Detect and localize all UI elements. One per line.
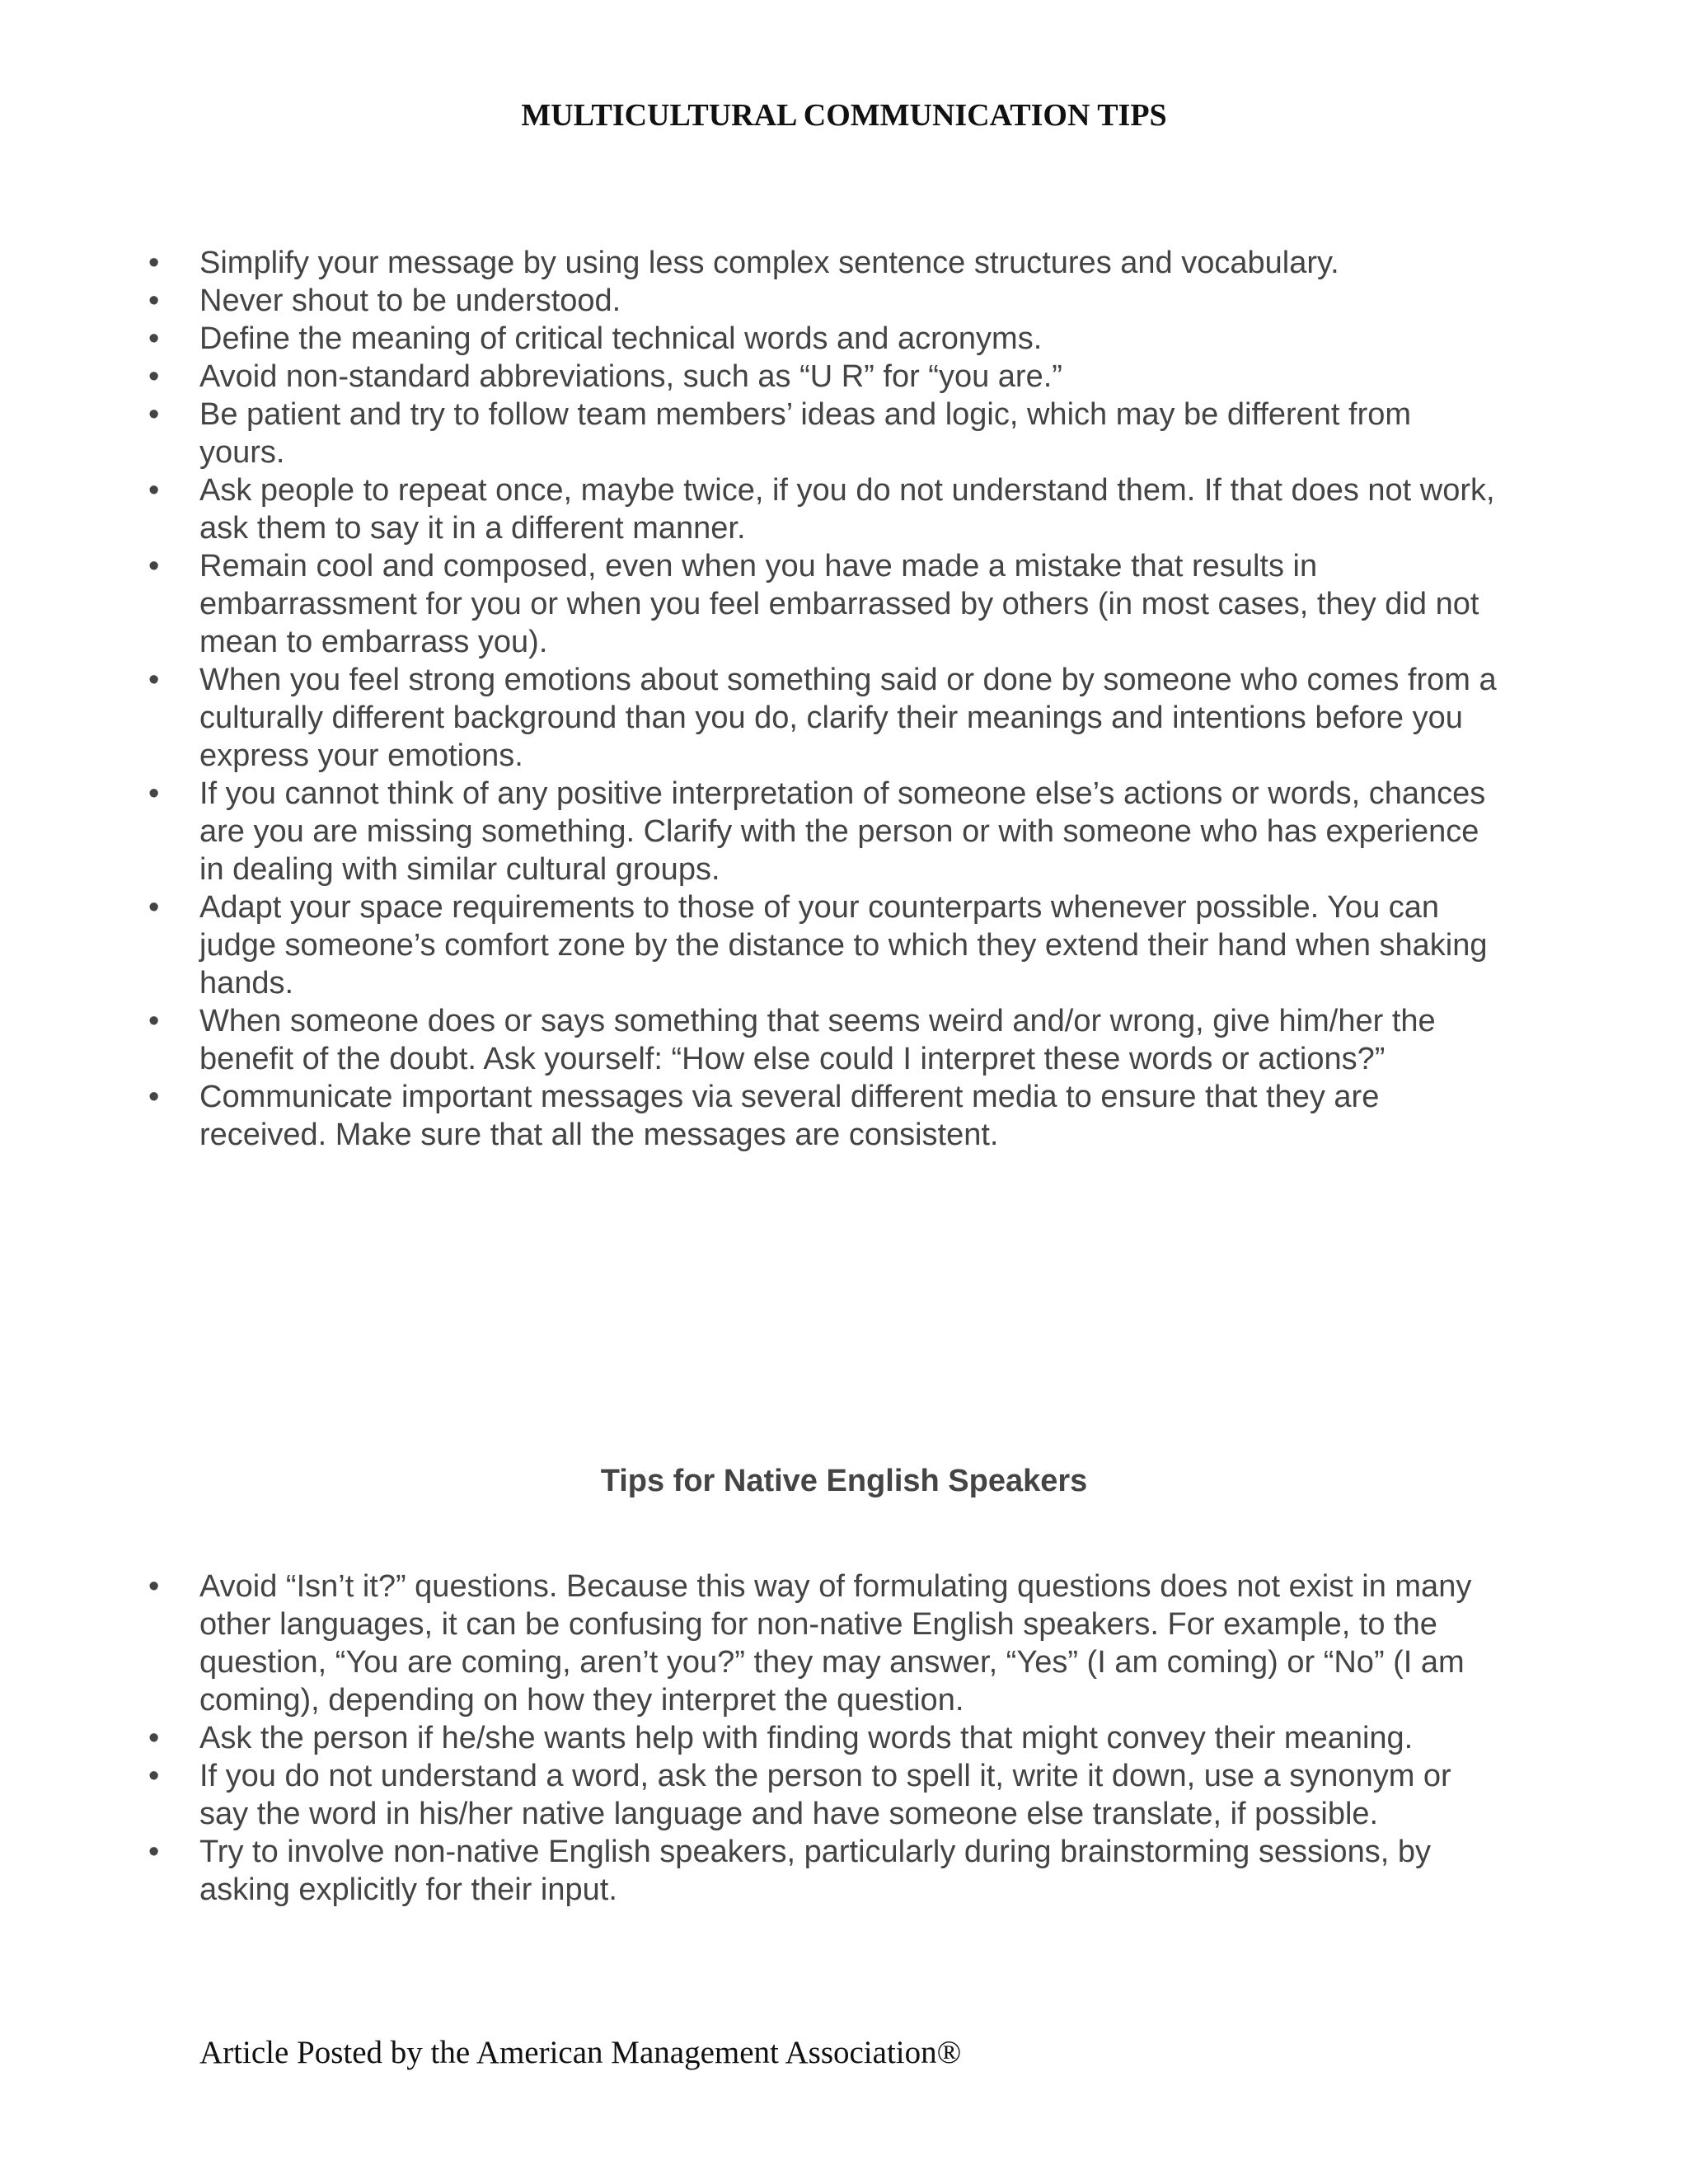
bullet: • [148,359,160,394]
list-item [148,396,1500,471]
tip-text: Avoid non-standard abbreviations, such as “U R” for “you are.” [199,359,1062,394]
bullet: • [148,397,160,432]
list-item [148,1568,1500,1719]
tip-text: Adapt your space requirements to those of your counterparts whenever possible. You can judge someone’s comfort zone by the distance to which they extend their hand when shaking hands. [199,890,1488,1001]
list-item [148,1002,1500,1078]
tip-text: Be patient and try to follow team members’ ideas and logic, which may be different from yours. [199,397,1412,470]
tip-text: Remain cool and composed, even when you have made a mistake that results in embarrassment for you or when you feel embarrassed by others (in most cases, they did not mean to embarrass you). [199,549,1479,659]
bullet: • [148,321,160,356]
tip-text: Try to involve non-native English speakers, particularly during brainstorming sessions, by asking explicitly for their input. [199,1835,1431,1907]
tip-text: When you feel strong emotions about something said or done by someone who comes from a culturally different background than you do, clarify their meanings and intentions before you express your emotions. [199,663,1497,773]
bullet: • [148,284,160,318]
tip-text: Never shout to be understood. [199,284,621,318]
list-item [148,358,1500,396]
tip-text: Ask the person if he/she wants help with finding words that might convey their meaning. [199,1721,1414,1755]
tip-text: Avoid “Isn’t it?” questions. Because this way of formulating questions does not exist in many other languages, it can be confusing for non-native English speakers. For example, to the question, “You are coming, aren’t you?” they may answer, “Yes” (I am coming) or “No” (I am coming), depending on how they interpret the question. [199,1569,1472,1718]
bullet: • [148,1759,160,1793]
list-item [148,471,1500,547]
bullet: • [148,1080,160,1114]
list-item [148,282,1500,320]
bullet: • [148,1004,160,1038]
list-item [148,1078,1500,1154]
list-item [148,1833,1500,1909]
bullet: • [148,663,160,697]
list-item [148,888,1500,1002]
bullet: • [148,1569,160,1604]
bullet: • [148,549,160,583]
list-item [148,1719,1500,1757]
article-source-footer: Article Posted by the American Management Association® [199,2035,962,2070]
list-item [148,320,1500,358]
tip-text: Communicate important messages via several different media to ensure that they are received. Make sure that all the messages are consistent. [199,1080,1380,1152]
bullet: • [148,776,160,811]
list-item [148,661,1500,775]
native-speakers-heading: Tips for Native English Speakers [600,1464,1088,1498]
tip-text: Define the meaning of critical technical words and acronyms. [199,321,1043,356]
list-item [148,547,1500,661]
tip-text: Ask people to repeat once, maybe twice, if you do not understand them. If that does not work, ask them to say it in a different manner. [199,473,1495,546]
tip-text: When someone does or says something that seems weird and/or wrong, give him/her the benefit of the doubt. Ask yourself: “How else could I interpret these words or actions?” [199,1004,1436,1076]
list-item [148,244,1500,282]
tip-text: If you cannot think of any positive interpretation of someone else’s actions or words, chances are you are missing something. Clarify with the person or with someone who has experience in dealing with similar cultural groups. [199,776,1486,887]
bullet: • [148,246,160,280]
native-tips-list [148,1568,1500,1909]
bullet: • [148,1721,160,1755]
bullet: • [148,473,160,508]
document-title: MULTICULTURAL COMMUNICATION TIPS [521,98,1167,133]
bullet: • [148,890,160,925]
list-item [148,775,1500,888]
general-tips-list [148,244,1500,1154]
tip-text: If you do not understand a word, ask the person to spell it, write it down, use a synonym or say the word in his/her native language and have someone else translate, if possible. [199,1759,1451,1831]
tip-text: Simplify your message by using less complex sentence structures and vocabulary. [199,246,1339,280]
list-item [148,1757,1500,1833]
bullet: • [148,1835,160,1869]
